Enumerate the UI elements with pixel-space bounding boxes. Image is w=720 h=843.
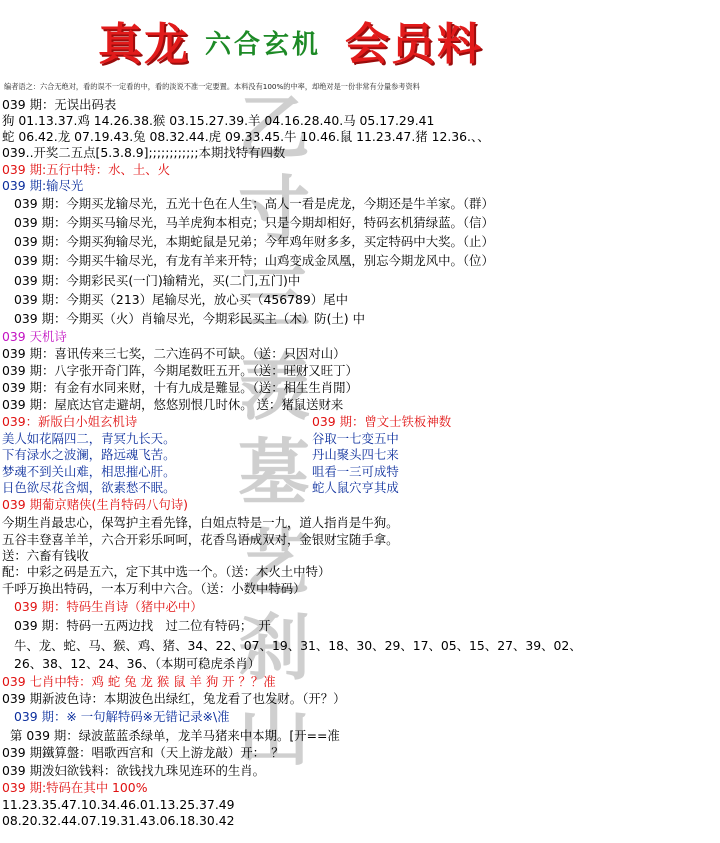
text-line: 039 期：屋底达官走避胡，悠悠别恨几时休。 送：猪鼠送财来 (2, 397, 344, 412)
poem-line: 日色欲尽花含烟，欲素愁不眠。 (2, 480, 176, 495)
text-line: 039 期：喜讯传来三七奖，二六连码不可缺。（送：只因对山） (2, 346, 346, 361)
section-heading (14, 599, 203, 616)
watermark-char: 羡 (237, 345, 310, 430)
text-line: 039 期：今期买龙输尽光，五光十色在人生；高人一看是虎龙，今期还是牛羊家。（群） (14, 196, 494, 211)
section-heading: 039 期：曾文士铁板神数 (312, 414, 452, 429)
editor-notice: 编者语之：六合无绝对，看的误不一定看的中，看的淡说不准一定要置。本料没有100%的中率，却绝对是一份非常有分量参考资料 (4, 82, 420, 91)
banner-title-right: 会员料 (345, 19, 483, 70)
number-line: 11.23.35.47.10.34.46.01.13.25.37.49 (2, 797, 235, 812)
text-line: 26、38、12、24、36、（本期可稳虎杀肖） (14, 656, 261, 671)
section-heading: 039 期:五行中特：水、土、火 (2, 162, 171, 177)
poem-line: 美人如花隔四二，青冥九长天。 (2, 431, 176, 446)
text-line: 039 期鐵算盤：唱歌西宫和（天上游龙敲）开： ？ (2, 745, 284, 760)
header-banner (0, 0, 720, 80)
text-line: 送：六畜有钱收 (2, 548, 89, 563)
text-line: 千呼万换出特码，一本万利中六合。（送：小数中特码） (2, 581, 306, 596)
poem-line: 咀看一三可成特 (312, 464, 399, 479)
text-line: 039 期新波色诗：本期波色出绿红，兔龙看了也发财。（开？） (2, 691, 346, 706)
section-heading: 039 期葡京赌侠(生肖特码八句诗) (2, 497, 188, 512)
text-line: 牛、龙、蛇、马、猴、鸡、猪、34、22、07、19、31、18、30、29、17、05、15、27、39、02、 (14, 638, 582, 653)
text-line: 今期生肖最忠心，保驾护主看先锋，白姐点特是一九，道人指肖是牛狗。 (2, 515, 399, 530)
poem-line: 蛇人鼠穴亨其成 (312, 480, 399, 495)
watermark-char: 乙 (237, 85, 310, 170)
watermark-char: 墓 (237, 430, 310, 515)
text-line: 039 期：有金有水同来财，十有九成是難显。（送：相生生肖閒） (2, 380, 358, 395)
watermark-char: 山 (237, 690, 310, 775)
text-line: 蛇 06.42.龙 07.19.43.兔 08.32.44.虎 09.33.45.牛 10.46.鼠 11.23.47.猪 12.36.、、 (2, 129, 490, 144)
text-line: 039 期：特码一五两边找 过二位有特码； 开 (14, 618, 271, 633)
section-heading: 039：新版白小姐玄机诗 (2, 414, 138, 429)
poem-line: 丹山聚头四七来 (312, 447, 399, 462)
text-line: 039 期：今期买（213）尾输尽光，放心买（456789）尾中 (14, 292, 348, 307)
section-heading: 039 期：※ 一句解特码※无错记录※\准 (14, 709, 230, 724)
text-line: 039 期：今期彩民买(一门)输精光，买(二门,五门)中 (14, 273, 301, 288)
section-heading: 039 天机诗 (2, 329, 67, 344)
text-line: 狗 01.13.37.鸡 14.26.38.猴 03.15.27.39.羊 04.16.28.40.马 05.17.29.41 (2, 113, 435, 128)
banner-title-left: 真龙 (98, 19, 190, 70)
text-line: 039 期：无误出码表 (2, 97, 117, 112)
text-line: 039 期：八字张开奇门阵，今期尾数旺五开。（送：旺财又旺丁） (2, 363, 358, 378)
poem-line: 下有渌水之波澜，路远魂飞苦。 (2, 447, 176, 462)
banner-title-middle: 六合玄机 (205, 30, 322, 60)
text-line: 配：中彩之码是五六，定下其中选一个。（送：木火土中特） (2, 564, 331, 579)
section-heading: 039 期:输尽光 (2, 178, 84, 193)
text-line: 039 期：今期买狗输尽光，本期蛇鼠是兄弟；今年鸡年财多多，买定特码中大奖。（止） (14, 234, 494, 249)
text-line: 第 039 期：绿波蓝蓝杀绿单，龙羊马猪来中本期。[开==准 (10, 728, 340, 743)
section-heading: 039 期:特码在其中 100% (2, 780, 148, 795)
text-line: 039 期：今期买牛输尽光，有龙有羊来开特；山鸡变成金凤凰，别忘今期龙风中。（位） (14, 253, 494, 268)
number-line: 08.20.32.44.07.19.31.43.06.18.30.42 (2, 813, 235, 828)
watermark-char: 三 (237, 255, 310, 340)
text-line: 039 期：今期买马输尽光，马羊虎狗本相克；只是今期却相好，特码玄机猜绿蓝。（信） (14, 215, 494, 230)
poem-line: 梦魂不到关山难，相思摧心肝。 (2, 464, 176, 479)
text-line: 039..开奖二五点[5.3.8.9];;;;;;;;;;;;本期找特有四数 (2, 145, 286, 160)
poem-line: 谷取一七变五中 (312, 431, 399, 446)
section-heading-text: 039 期：特码生肖诗（猪中必中） (14, 599, 203, 614)
text-line: 五谷丰登喜羊羊，六合开彩乐呵呵，花香鸟语成双对，金银财宝随手拿。 (2, 532, 399, 547)
watermark-char: 寸 (237, 167, 310, 252)
text-line: 039 期泼妇欲钱料：欲钱找九珠见连环的生肖。 (2, 763, 266, 778)
text-line: 039 期：今期买（火）肖输尽光，今期彩民买主（木）防(土) 中 (14, 311, 365, 326)
section-heading: 039 七肖中特：鸡 蛇 兔 龙 猴 鼠 羊 狗 开 ？？准 (2, 674, 276, 689)
watermark-char: 艺 (237, 520, 310, 605)
watermark-char: 刹 (237, 605, 310, 690)
